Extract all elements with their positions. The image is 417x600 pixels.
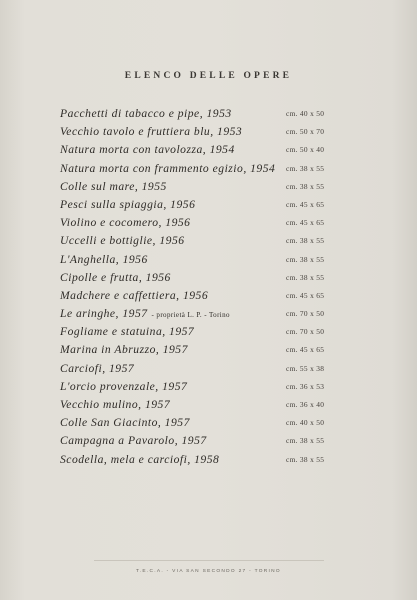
work-dimensions: cm. 45 x 65 [286, 218, 325, 228]
work-title-line [60, 162, 275, 175]
work-title-line [60, 343, 188, 356]
work-title-line [60, 380, 187, 393]
work-title-line [60, 289, 208, 302]
work-row [60, 416, 360, 434]
page-title: ELENCO DELLE OPERE [124, 71, 293, 81]
work-title: L'Anghella, 1956 [60, 252, 148, 266]
work-title: Pesci sulla spiaggia, 1956 [60, 197, 196, 211]
work-title-line [60, 307, 230, 320]
work-title: Cipolle e frutta, 1956 [60, 270, 171, 284]
work-dimensions: cm. 38 x 55 [286, 181, 325, 191]
work-row [60, 325, 360, 343]
work-row [60, 198, 360, 216]
work-title-line [60, 198, 195, 211]
work-title: Marina in Abruzzo, 1957 [60, 343, 188, 357]
work-title: Natura morta con frammento egizio, 1954 [60, 161, 276, 175]
work-title-line [60, 125, 242, 138]
footer-divider [94, 560, 324, 561]
work-row [60, 434, 360, 452]
work-dimensions: cm. 38 x 55 [286, 254, 325, 264]
work-dimensions: cm. 40 x 50 [286, 109, 325, 118]
work-title: Colle San Giacinto, 1957 [60, 416, 190, 430]
work-title-line [60, 107, 232, 120]
work-row [60, 180, 360, 198]
work-dimensions: cm. 70 x 50 [286, 327, 325, 337]
work-title: L'orcio provenzale, 1957 [60, 379, 188, 393]
work-title: Carciofi, 1957 [60, 361, 135, 375]
work-row [60, 398, 360, 416]
work-title-line [60, 271, 171, 284]
work-dimensions: cm. 45 x 65 [286, 290, 325, 300]
work-dimensions: cm. 40 x 50 [286, 418, 325, 428]
work-title-line [60, 216, 190, 229]
work-dimensions: cm. 36 x 40 [286, 400, 325, 409]
work-title: Fogliame e statuina, 1957 [60, 325, 195, 339]
work-title-line [60, 234, 185, 247]
work-ownership-note: - proprietà L. P. - Torino [151, 311, 230, 320]
work-dimensions: cm. 38 x 55 [286, 454, 325, 464]
work-dimensions: cm. 45 x 65 [286, 345, 325, 355]
work-row [60, 289, 360, 307]
work-title-line [60, 143, 235, 156]
work-title-line [60, 398, 170, 411]
work-title: Pacchetti di tabacco e pipe, 1953 [60, 107, 232, 120]
work-row [60, 307, 360, 325]
work-title: Scodella, mela e carciofi, 1958 [60, 452, 220, 466]
work-title-line [60, 325, 194, 338]
work-dimensions: cm. 45 x 65 [286, 199, 325, 209]
work-row [60, 216, 360, 234]
work-row [60, 143, 360, 161]
work-title: Vecchio tavolo e fruttiera blu, 1953 [60, 125, 243, 139]
work-row [60, 234, 360, 252]
work-row [60, 253, 360, 271]
printer-footer: T.E.C.A. - VIA SAN SECONDO 27 - TORINO [136, 569, 281, 574]
work-title: Le aringhe, 1957 [60, 307, 148, 321]
work-title: Madchere e caffettiera, 1956 [60, 288, 209, 302]
work-title-line [60, 453, 219, 466]
work-dimensions: cm. 38 x 55 [286, 272, 325, 282]
work-title-line [60, 434, 207, 447]
work-title-line [60, 362, 134, 375]
work-dimensions: cm. 38 x 55 [286, 163, 325, 173]
work-title-line [60, 253, 148, 266]
work-title: Vecchio mulino, 1957 [60, 398, 171, 411]
work-dimensions: cm. 55 x 38 [286, 363, 325, 373]
work-dimensions: cm. 38 x 55 [286, 236, 325, 246]
works-list [60, 107, 360, 471]
work-dimensions: cm. 50 x 40 [286, 145, 325, 155]
work-row [60, 271, 360, 289]
work-row [60, 162, 360, 180]
work-dimensions: cm. 50 x 70 [286, 127, 325, 137]
work-title: Natura morta con tavolozza, 1954 [60, 143, 235, 157]
work-title-line [60, 180, 167, 193]
work-row [60, 380, 360, 398]
work-title: Violino e cocomero, 1956 [60, 216, 191, 230]
work-title: Uccelli e bottiglie, 1956 [60, 234, 185, 248]
work-row [60, 343, 360, 361]
work-title: Campagna a Pavarolo, 1957 [60, 434, 207, 448]
work-row [60, 107, 360, 125]
work-row [60, 362, 360, 380]
work-row [60, 125, 360, 143]
work-title-line [60, 416, 190, 429]
work-dimensions: cm. 38 x 55 [286, 436, 325, 446]
work-dimensions: cm. 36 x 53 [286, 381, 325, 391]
work-row [60, 453, 360, 471]
work-title: Colle sul mare, 1955 [60, 179, 167, 193]
work-dimensions: cm. 70 x 50 [286, 309, 325, 319]
